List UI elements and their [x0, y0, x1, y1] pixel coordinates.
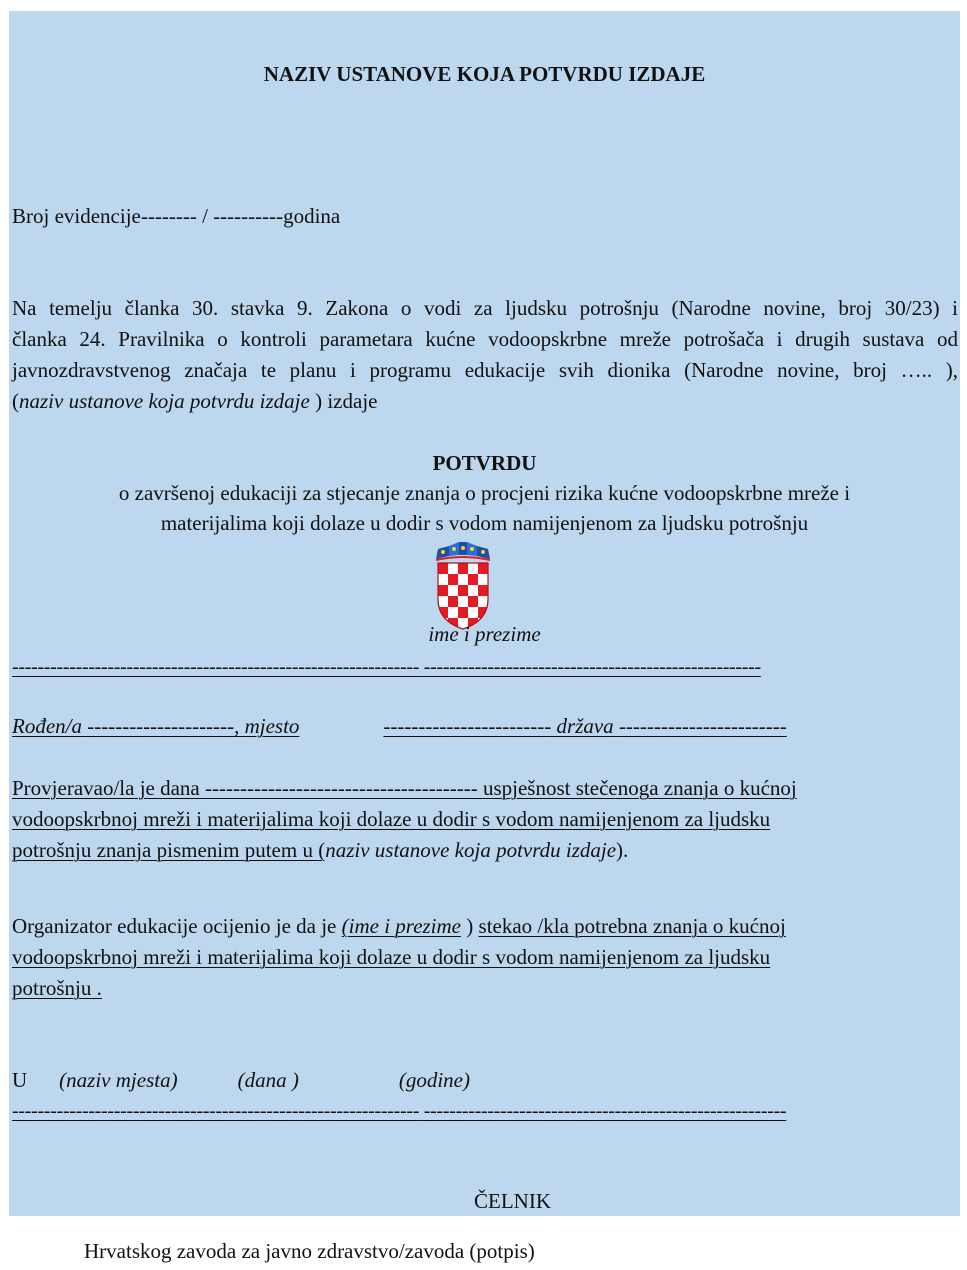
year-placeholder: (godine) [398, 1068, 470, 1092]
text: ) [461, 914, 479, 938]
verification-line [12, 835, 628, 865]
born-label: Rođen/a [12, 714, 82, 738]
institution-placeholder: naziv ustanove koja potvrdu izdaje [325, 838, 617, 862]
crown-icon [436, 542, 490, 561]
place-date-line [12, 1065, 470, 1095]
birth-line [12, 711, 787, 741]
name-line [12, 655, 761, 679]
place-label: mjesto [244, 714, 300, 738]
text: Organizator edukacije ocijenio je da je [12, 914, 342, 938]
text: stekao /kla potrebna znanja o kućnoj [478, 914, 786, 938]
evidence-number: Broj evidencije-------- / ----------godina [12, 204, 341, 228]
text: uspješnost stečenoga znanja o kućnoj [477, 776, 797, 800]
dash-segment: ---------------------, [87, 714, 240, 738]
dash-segment: --------------------------------------- [205, 776, 478, 800]
dash-segment: ------------------------ [618, 714, 787, 738]
text: potrošnju znanja pismenim putem u [12, 838, 319, 862]
organizer-line: vodoopskrbnoj mreži i materijalima koji dolaze u dodir s vodom namijenjenom za ljudsku [12, 945, 771, 969]
certificate-subtitle: o završenoj edukaciji za stjecanje znanja o procjeni rizika kućne vodoopskrbne mreže i [118, 481, 851, 505]
country-label: država [556, 714, 614, 738]
dash-segment: ------------------------ [383, 714, 552, 738]
paren: ( [318, 838, 326, 862]
preamble-line: Na temelju članka 30. stavka 9. Zakona o vodi za ljudsku potrošnju (Narodne novine, broj 30/23) i [12, 296, 958, 320]
dash-segment: ---------------------------------------------------------------- [12, 1100, 420, 1122]
preamble-line: javnozdravstvenog značaja te planu i programu edukacije svih dionika (Narodne novine, broj ….. ), [12, 358, 958, 382]
name-placeholder: ime i prezime [348, 914, 462, 938]
certificate-subtitle: materijalima koji dolaze u dodir s vodom namijenjenom za ljudsku potrošnju [160, 511, 809, 535]
paren: ). [616, 838, 629, 862]
dash-segment: ----------------------------------------------------- [423, 656, 761, 678]
paren: ( [12, 389, 19, 413]
name-label: ime i prezime [428, 622, 541, 646]
dash-segment: --------------------------------------------------------- [423, 1100, 787, 1122]
institution-title: NAZIV USTANOVE KOJA POTVRDU IZDAJE [263, 62, 706, 86]
verification-line: vodoopskrbnoj mreži i materijalima koji dolaze u dodir s vodom namijenjenom za ljudsku [12, 807, 771, 831]
day-placeholder: (dana ) [237, 1068, 299, 1092]
preamble-line [12, 386, 377, 416]
preamble-line: članka 24. Pravilnika o kontroli parametara kućne vodoopskrbne mreže potrošača i drugih sustava od [12, 327, 958, 351]
text: Provjeravao/la je dana [12, 776, 205, 800]
dash-segment: ---------------------------------------------------------------- [12, 656, 420, 678]
place-date-dash-line [12, 1099, 786, 1123]
verification-line [12, 773, 797, 803]
organizer-line [12, 911, 786, 941]
preamble-issues: ) izdaje [309, 389, 378, 413]
signatory-title: ČELNIK [474, 1189, 551, 1213]
place-placeholder: (naziv mjesta) [59, 1068, 178, 1092]
certificate-title: POTVRDU [432, 451, 537, 475]
certificate-form [9, 11, 960, 1216]
institution-placeholder: naziv ustanove koja potvrdu izdaje [19, 389, 310, 413]
croatian-coat-of-arms-icon [433, 541, 493, 631]
paren: ( [341, 914, 349, 938]
signature-caption: Hrvatskog zavoda za javno zdravstvo/zavoda (potpis) [84, 1239, 535, 1263]
u-label: U [12, 1068, 28, 1092]
organizer-line: potrošnju . [12, 976, 102, 1000]
